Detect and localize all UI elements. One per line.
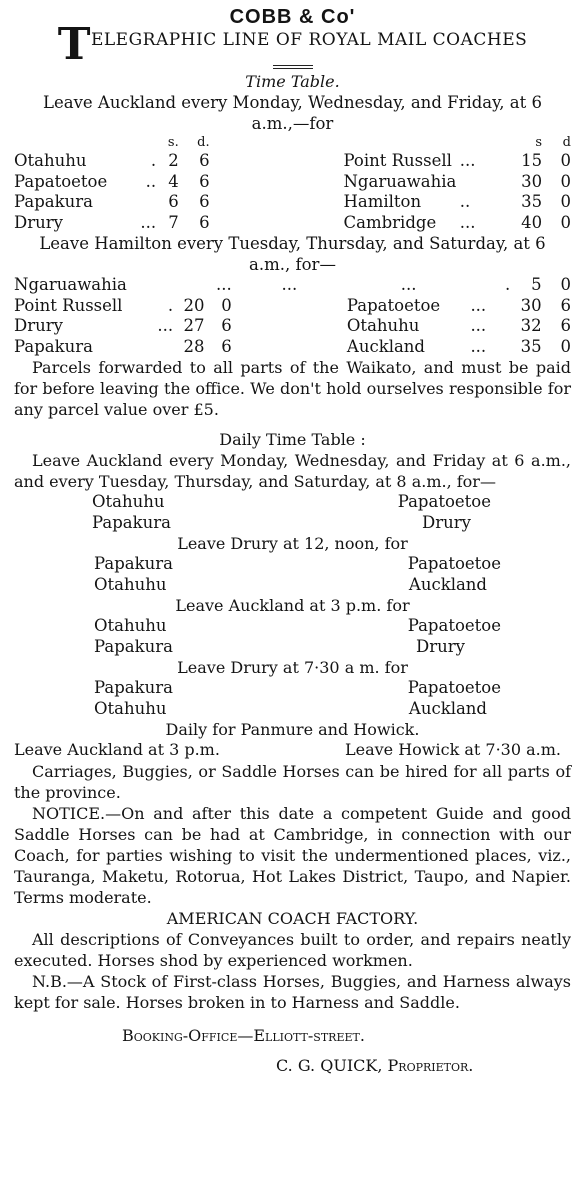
table-row	[14, 213, 571, 234]
leader-dots: .	[167, 295, 174, 315]
fare-shillings: 32	[520, 316, 542, 335]
fare-shillings: 35	[521, 192, 543, 211]
fare-shillings: 20	[183, 295, 205, 315]
fare-pence: 6	[221, 316, 232, 335]
leave-howick-time: Leave Howick at 7·30 a.m.	[344, 740, 561, 759]
fare-pence: 6	[560, 316, 571, 335]
leader-dots: ..	[459, 192, 471, 211]
place: Otahuhu	[346, 316, 420, 335]
notice-text: —On and after this date a competent Guide and good Saddle Horses can be had at Cambridge, in connection with our Coach, for parties wishing to visit the undermentioned places, viz., Tauranga, Maketu, Rotorua, Hot Lakes District, Taupo, and Napier. Terms moderate.	[14, 803, 571, 907]
destinations-row	[14, 678, 571, 699]
fare-pence: 0	[221, 295, 232, 315]
place: Otahuhu	[14, 151, 87, 170]
leave-auckland-3pm: Leave Auckland at 3 p.m. for	[175, 596, 410, 615]
table-row	[14, 337, 571, 358]
title-rule	[273, 65, 313, 69]
destination: Otahuhu	[94, 698, 167, 718]
fare-pence: 6	[221, 336, 232, 356]
guide-notice	[14, 803, 571, 908]
table-row	[14, 275, 571, 296]
daily-intro: Leave Auckland every Monday, Wednesday, and Friday at 6 a.m., and every Tuesday, Thursday, and Saturday, at 8 a.m., for—	[14, 451, 571, 491]
advertisement	[0, 6, 579, 1203]
ad-subtitle	[14, 19, 571, 70]
destinations-row	[14, 699, 571, 720]
leader-dots: ..	[145, 171, 157, 191]
destination: Papakura	[94, 554, 173, 573]
destination: Papakura	[92, 512, 171, 532]
fare-pence: 6	[199, 192, 210, 211]
factory-text: All descriptions of Conveyances built to order, and repairs neatly executed. Horses shod by experienced workmen.	[14, 929, 571, 970]
destination: Otahuhu	[94, 616, 167, 635]
fare-shillings: 7	[168, 212, 179, 232]
drop-cap: T	[57, 19, 91, 70]
fare-pence: 6	[199, 151, 210, 170]
place: Ngaruawahia	[343, 171, 457, 191]
fare-pence: 6	[199, 212, 210, 232]
destination: Drury	[422, 512, 471, 532]
fare-shillings: 27	[183, 316, 205, 335]
fare-pence: 0	[560, 275, 571, 294]
place: Papatoetoe	[14, 171, 108, 191]
col-header: s	[535, 135, 543, 150]
leader-dots: ...	[140, 212, 157, 232]
table-row	[14, 316, 571, 337]
proprietor-title: Proprietor.	[387, 1055, 474, 1075]
notice-label: NOTICE.	[32, 803, 106, 823]
leave-drury-730: Leave Drury at 7·30 a m. for	[177, 658, 408, 677]
destination: Otahuhu	[94, 574, 167, 594]
col-header: d	[562, 135, 571, 150]
fare-shillings: 40	[521, 212, 543, 232]
destinations-row	[14, 637, 571, 658]
leader-dots	[125, 192, 156, 213]
destination: Papatoetoe	[407, 616, 501, 635]
panmure-heading: Daily for Panmure and Howick.	[165, 720, 420, 739]
leader-dots: ...	[281, 275, 298, 294]
fare-shillings: 5	[531, 275, 542, 294]
factory-heading: AMERICAN COACH FACTORY.	[166, 908, 419, 928]
leave-drury-noon: Leave Drury at 12, noon, for	[177, 534, 408, 553]
leader-dots: ...	[157, 316, 174, 335]
fare-shillings: 2	[168, 151, 179, 170]
fare-shillings: 30	[520, 295, 542, 315]
leader-dots: ...	[459, 212, 476, 232]
place: Papakura	[14, 192, 93, 211]
destination: Papatoetoe	[397, 492, 491, 511]
parcels-notice: Parcels forwarded to all parts of the Waikato, and must be paid for before leaving the office. We don't hold ourselves responsible for any parcel value over £5.	[14, 358, 571, 419]
fare-shillings: 4	[168, 171, 179, 191]
fare-pence: 0	[560, 336, 571, 356]
fare-pence: 0	[560, 212, 571, 232]
destination: Papatoetoe	[407, 678, 501, 697]
fare-table-auckland	[14, 135, 571, 233]
fare-shillings: 15	[521, 151, 543, 170]
fare-shillings: 35	[520, 336, 542, 356]
destinations-row	[14, 513, 571, 534]
section1-intro: Leave Auckland every Monday, Wednesday, and Friday, at 6 a.m.,—for	[43, 93, 542, 133]
fare-pence: 6	[199, 171, 210, 191]
leader-dots: ...	[459, 151, 476, 170]
fare-pence: 0	[560, 171, 571, 191]
leader-dots: ...	[400, 275, 417, 294]
carriages-notice: Carriages, Buggies, or Saddle Horses can be hired for all parts of the province.	[14, 761, 571, 802]
place: Cambridge	[343, 212, 437, 232]
leader-dots: ...	[216, 275, 232, 294]
table-row	[14, 172, 571, 193]
leader-dots: ...	[470, 316, 487, 335]
destination: Otahuhu	[92, 492, 165, 511]
leader-dots: .	[504, 275, 511, 294]
place: Hamilton	[343, 192, 422, 211]
col-header: d.	[197, 135, 210, 150]
destinations-row	[14, 554, 571, 575]
fare-shillings: 30	[521, 171, 543, 191]
fare-table-header	[14, 135, 571, 151]
leader-dots	[460, 172, 507, 193]
place: Drury	[14, 212, 63, 232]
fare-shillings: 6	[168, 192, 179, 211]
place: Auckland	[346, 336, 425, 356]
section2-intro: Leave Hamilton every Tuesday, Thursday, and Saturday, at 6 a.m., for—	[39, 234, 546, 274]
fare-pence: 0	[560, 192, 571, 211]
destinations-row	[14, 616, 571, 637]
destinations-row	[14, 492, 571, 513]
destination: Drury	[416, 636, 465, 656]
leave-auckland-time: Leave Auckland at 3 p.m.	[14, 740, 220, 759]
time-table-label: Time Table.	[245, 72, 340, 91]
leader-dots: ...	[470, 336, 487, 356]
destinations-row	[14, 575, 571, 596]
proprietor-line	[14, 1055, 571, 1076]
table-row	[14, 192, 571, 213]
destination: Auckland	[408, 574, 487, 594]
destination: Papatoetoe	[407, 554, 501, 573]
place: Point Russell	[14, 295, 123, 315]
place: Ngaruawahia	[14, 275, 127, 294]
table-row	[14, 151, 571, 172]
nb-notice: N.B.—A Stock of First-class Horses, Buggies, and Harness always kept for sale. Horses broken in to Harness and Saddle.	[14, 971, 571, 1012]
place: Papakura	[14, 336, 93, 356]
col-header: s.	[167, 135, 179, 150]
fare-shillings: 28	[183, 336, 205, 356]
howick-times	[14, 740, 571, 761]
place: Papatoetoe	[346, 295, 441, 315]
proprietor-name: C. G. QUICK,	[276, 1055, 383, 1075]
place: Drury	[14, 316, 63, 335]
ad-title: COBB & Co'	[229, 6, 356, 28]
leader-dots: ...	[470, 295, 487, 315]
fare-pence: 6	[560, 295, 571, 315]
table-row	[14, 296, 571, 317]
subtitle-text: ELEGRAPHIC LINE OF ROYAL MAIL COACHES	[90, 30, 528, 50]
leader-dots	[142, 337, 173, 358]
fare-table-hamilton	[14, 275, 571, 357]
booking-office: Booking-Office—Elliott-street.	[122, 1025, 365, 1045]
destination: Papakura	[94, 678, 173, 697]
destination: Auckland	[408, 698, 487, 718]
destination: Papakura	[94, 636, 173, 656]
daily-heading: Daily Time Table :	[219, 430, 366, 449]
leader-dots: .	[150, 151, 157, 170]
fare-pence: 0	[560, 151, 571, 170]
place: Point Russell	[343, 151, 452, 170]
